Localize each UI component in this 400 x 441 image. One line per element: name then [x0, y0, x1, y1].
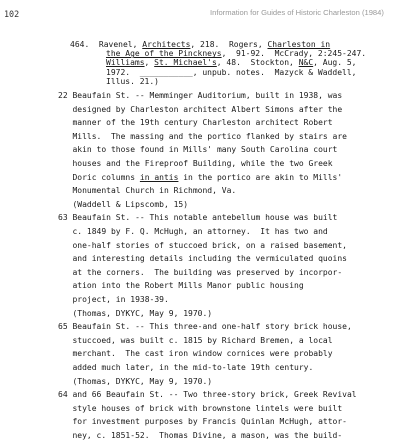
text-run: merchant. The cast iron window cornices were probably: [58, 349, 333, 359]
underlined-text: Architects: [142, 40, 191, 49]
page-number: 102: [4, 9, 20, 19]
text-run: 22 Beaufain St. -- Memminger Auditorium, built in 1938, was: [58, 91, 343, 100]
text-run: ,: [144, 58, 155, 68]
text-run: Monumental Church in Richmond, Va.: [58, 186, 237, 196]
entry-line: [58, 226, 328, 237]
text-run: c. 1849 by F. Q. McHugh, an attorney. It has two and: [58, 227, 328, 236]
text-run: at the corners. The building was preserved by incorpor-: [58, 267, 343, 277]
entry-line: [58, 430, 342, 441]
entry-line: [58, 294, 169, 305]
entry-line: [58, 403, 342, 414]
text-run: Mills. The massing and the portico flanked by stairs are: [58, 131, 347, 141]
text-run: 464. Ravenel,: [70, 40, 143, 49]
text-run: 65 Beaufain St. -- This three-and one-half story brick house,: [58, 322, 352, 332]
text-run: , 218. Rogers,: [190, 40, 268, 49]
text-run: 1972. ___________, unpub. notes. Mazyck & Waddell,: [106, 67, 357, 77]
text-run: Doric columns: [58, 172, 140, 182]
underlined-text: St. Michael's: [154, 58, 217, 68]
entry-line: [58, 362, 313, 373]
text-run: style houses of brick with brownstone lintels were built: [58, 403, 343, 413]
text-run: , Aug. 5,: [313, 58, 357, 68]
text-run: for investment purposes by Francis Quinlan McHugh, attor-: [58, 417, 347, 427]
text-run: (Waddell & Lipscomb, 15): [58, 199, 189, 209]
entry-line: [58, 90, 342, 101]
text-run: added much later, in the mid-to-late 19th century.: [58, 363, 314, 372]
text-run: (Thomas, DYKYC, May 9, 1970.): [58, 376, 213, 386]
text-run: designed by Charleston architect Albert Simons after the: [58, 104, 343, 114]
text-run: houses and the Fireproof Building, while the two Greek: [58, 159, 333, 168]
entry-line: [58, 172, 342, 183]
text-run: 63 Beaufain St. -- This notable antebellum house was built: [58, 213, 338, 223]
entry-line: [58, 144, 337, 155]
entry-line: [58, 104, 342, 115]
entry-line: [58, 240, 347, 251]
entry-line: [58, 131, 347, 142]
text-run: ation into the Robert Mills Manor public housing: [58, 281, 304, 291]
text-run: , 48. Stockton,: [216, 58, 299, 68]
entry-line: [58, 212, 337, 223]
text-run: one-half stories of stuccoed brick, on a raised basement,: [58, 240, 347, 250]
entry-line: [58, 117, 333, 128]
text-run: in the portico are akin to Mills': [178, 172, 343, 182]
footnote-line: [106, 76, 159, 87]
text-run: and interesting details including the vermiculated quoins: [58, 254, 347, 264]
underlined-text: N&C: [298, 58, 314, 68]
entry-line: [58, 321, 352, 332]
text-run: (Thomas, DYKYC, May 9, 1970.): [58, 308, 213, 318]
entry-line: [58, 348, 333, 359]
entry-line: [58, 308, 212, 319]
entry-line: [58, 158, 333, 169]
entry-line: [58, 389, 357, 400]
text-run: ney, c. 1851-52. Thomas Divine, a mason, was the build-: [58, 431, 343, 440]
text-run: , 91-92. McCrady, 2:245-247.: [221, 49, 367, 59]
underlined-text: in antis: [139, 172, 179, 182]
entry-line: [58, 280, 304, 291]
text-run: manner of the 19th century Charleston architect Robert: [58, 118, 333, 128]
text-run: Illus. 21.): [106, 76, 159, 86]
entry-line: [58, 416, 347, 427]
text-run: 64 and 66 Beaufain St. -- Two three-story brick, Greek Revival: [58, 390, 357, 400]
underlined-text: the Age of the Pinckneys: [106, 49, 222, 59]
running-header: Information for Guides of Historic Charleston (1984): [210, 8, 384, 17]
text-run: project, in 1938-39.: [58, 295, 169, 304]
entry-line: [58, 253, 347, 264]
entry-line: [58, 267, 342, 278]
text-run: stuccoed, was built c. 1815 by Richard Bremen, a local: [58, 335, 333, 345]
entry-line: [58, 376, 212, 387]
text-run: akin to those found in Mills' many South Carolina court: [58, 145, 338, 155]
underlined-text: Williams: [106, 58, 145, 68]
entry-line: [58, 335, 333, 346]
entry-line: [58, 185, 236, 196]
entry-line: [58, 199, 188, 210]
underlined-text: Charleston in: [267, 40, 331, 49]
